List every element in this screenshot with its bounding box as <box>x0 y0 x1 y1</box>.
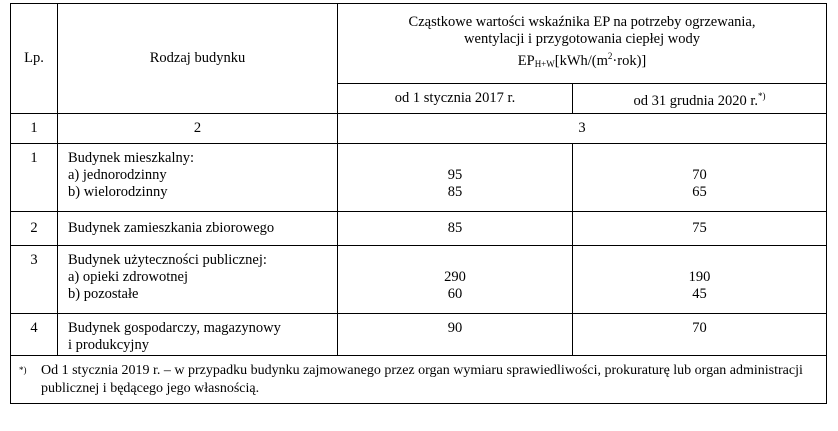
row-value-2020 <box>573 212 827 246</box>
table-row <box>11 212 827 246</box>
header-col-2020-label: od 31 grudnia 2020 r. <box>633 92 758 109</box>
column-number-1: 1 <box>11 114 58 144</box>
table-row <box>11 246 827 314</box>
row-lp: 2 <box>11 212 58 246</box>
row-lp: 3 <box>11 246 58 314</box>
ep-symbol: EP <box>517 53 535 69</box>
row-value-2020 <box>573 314 827 356</box>
header-building-type: Rodzaj budynku <box>58 4 338 114</box>
row-value-2020 <box>573 246 827 314</box>
row-value-2017 <box>338 246 573 314</box>
footnote-mark: *) <box>19 365 27 375</box>
table-row <box>11 144 827 212</box>
table-row <box>11 314 827 356</box>
ep-requirements-table-page <box>10 3 826 425</box>
row-building-type <box>58 144 338 212</box>
value-line <box>573 252 826 269</box>
footnote-row <box>11 356 827 404</box>
row-value-2020 <box>573 144 827 212</box>
header-ep-line2: wentylacji i przygotowania ciepłej wody <box>464 31 700 47</box>
ep-unit-exponent: 2 <box>607 51 613 61</box>
row-lp: 1 <box>11 144 58 212</box>
column-number-3: 3 <box>338 114 827 144</box>
row-value-2017 <box>338 212 573 246</box>
value-line: 45 <box>692 286 707 302</box>
row-lp: 4 <box>11 314 58 356</box>
ep-subscript: H+W <box>534 59 555 69</box>
row-value-2017 <box>338 144 573 212</box>
footnote-text: Od 1 stycznia 2019 r. – w przypadku budynku zajmowanego przez organ wymiaru sprawiedliwości, prokuraturę lub organ administracji publicznej i będącego jego własnością. <box>41 363 803 396</box>
value-line <box>338 150 572 167</box>
row-building-type <box>58 314 338 356</box>
row-line: Budynek gospodarczy, magazynowy <box>68 320 281 336</box>
row-building-type <box>58 246 338 314</box>
row-line: b) wielorodzinny <box>68 184 168 200</box>
ep-unit-close: ·rok)] <box>612 53 647 69</box>
value-line: 85 <box>447 220 463 236</box>
value-line <box>573 150 826 167</box>
footnote-marker: *) <box>757 90 766 101</box>
row-line: Budynek mieszkalny: <box>68 150 195 166</box>
header-ep-description <box>338 4 827 84</box>
header-ep-formula <box>338 48 826 73</box>
row-line: i produkcyjny <box>68 337 149 353</box>
value-line: 75 <box>692 220 707 236</box>
ep-requirements-table <box>10 3 827 404</box>
header-ep-line1: Cząstkowe wartości wskaźnika EP na potrzeby ogrzewania, <box>408 14 756 30</box>
column-number-2: 2 <box>58 114 338 144</box>
header-lp: Lp. <box>11 4 58 114</box>
value-line <box>338 252 572 269</box>
header-col-2020 <box>573 84 827 114</box>
row-line: a) opieki zdrowotnej <box>68 269 188 285</box>
value-line: 70 <box>692 167 707 183</box>
row-line: Budynek zamieszkania zbiorowego <box>68 220 275 236</box>
value-line: 95 <box>447 167 463 183</box>
row-line: b) pozostałe <box>68 286 139 302</box>
value-line: 90 <box>447 320 463 336</box>
header-col-2017: od 1 stycznia 2017 r. <box>338 84 573 114</box>
value-line: 65 <box>692 184 707 200</box>
row-line: Budynek użyteczności publicznej: <box>68 252 267 268</box>
ep-unit-open: [kWh/(m <box>554 53 608 69</box>
footnote <box>11 356 827 404</box>
row-value-2017 <box>338 314 573 356</box>
value-line: 60 <box>447 286 463 302</box>
value-line: 70 <box>692 320 707 336</box>
value-line: 290 <box>444 269 466 285</box>
row-line: a) jednorodzinny <box>68 167 167 183</box>
row-building-type <box>58 212 338 246</box>
value-line: 85 <box>447 184 463 200</box>
value-line: 190 <box>688 269 711 285</box>
